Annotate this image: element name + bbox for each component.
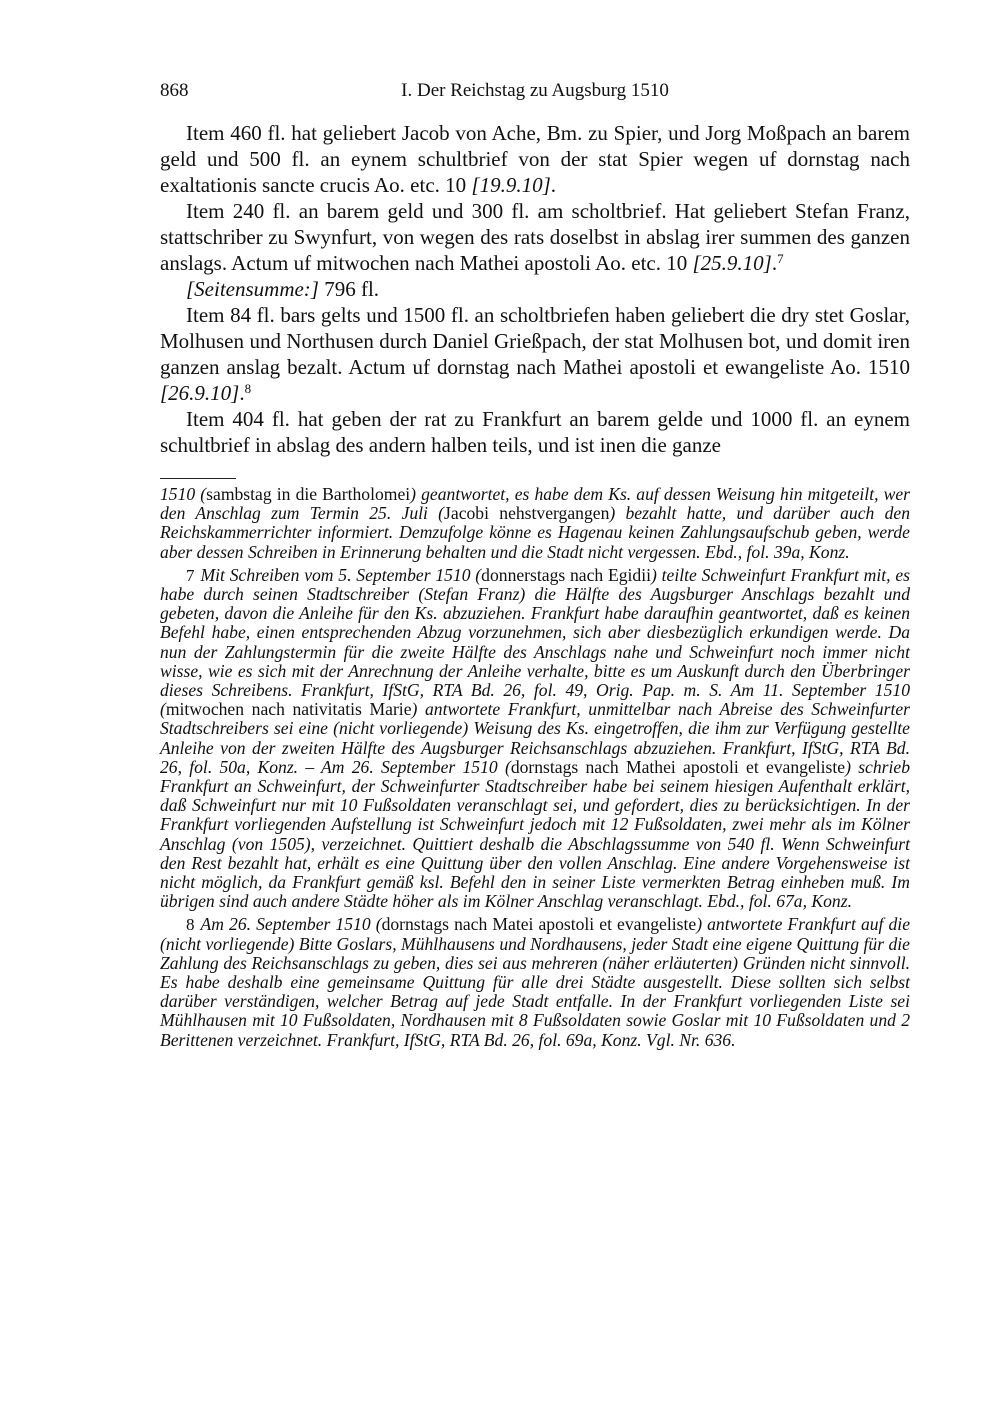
footnotes — [160, 485, 910, 1050]
footnote-ref-8: 8 — [244, 381, 252, 396]
running-title: I. Der Reichstag zu Augsburg 1510 — [401, 80, 669, 101]
footnote-divider — [160, 478, 236, 479]
paragraph-item-240: Item 240 fl. an barem geld und 300 fl. am scholtbrief. Hat geliebert Stefan Franz, stattschriber zu Swynfurt, von wegen des rats doselbst in abslag irer summen des ganzen anslags. Actum uf mitwochen nach Mathei apostoli Ao. etc. 10 [25.9.10].$^7$ — [160, 199, 910, 275]
paragraph-page-sum: [Seitensumme:] 796 fl. — [186, 277, 380, 301]
paragraph-item-84: Item 84 fl. bars gelts und 1500 fl. an scholtbriefen haben geliebert die dry stet Goslar, Molhusen und Northusen durch Daniel Grießpach, der stat Molhusen bot, und domit iren ganzen anslag bezalt. Actum uf dornstag nach Mathei apostoli et ewangeliste Ao. 1510 [26.9.10].$^8$ — [160, 303, 910, 405]
footnote-continuation: 1510 (sambstag in die Bartholomei) geantwortet, es habe dem Ks. auf dessen Weisung hin mitgeteilt, wer den Anschlag zum Termin 25. Juli (Jacobi nehstvergangen) bezahlt hatte, und darüber auch den Reichskammerrichter informiert. Demzufolge könne es Hagenau keinen Zahlungsaufschub geben, werde aber dessen Schreiben in Erinnerung behalten und die Stadt nicht vergessen. Ebd., fol. 39a, Konz. — [160, 484, 910, 562]
page-header — [160, 80, 910, 108]
editorial-label: [Seitensumme:] — [186, 277, 319, 301]
editorial-date: [25.9.10] — [692, 251, 772, 275]
footnote-number: 7 — [186, 565, 195, 585]
document-page — [160, 80, 910, 1050]
footnote-ref-7: 7 — [777, 251, 784, 266]
paragraph-item-460: Item 460 fl. hat geliebert Jacob von Ache, Bm. zu Spier, und Jorg Moßpach an barem geld und 500 fl. an eynem schultbrief von der stat Spier wegen uf dornstag nach exaltationis sancte crucis Ao. etc. 10 [19.9.10]. — [160, 121, 910, 197]
paragraph-item-404: Item 404 fl. hat geben der rat zu Frankfurt an barem gelde und 1000 fl. an eynem schultbrief in abslag des andern halben teils, und ist inen die ganze — [160, 407, 910, 457]
footnote-8: 8 Am 26. September 1510 (dornstags nach Matei apostoli et evangeliste) antwortete Frankfurt auf die (nicht vorliegende) Bitte Goslars, Mühlhausens und Nordhausens, jeder Stadt eine eigene Quittung für die Zahlung des Reichsanschlags zu geben, dies sei aus mehreren (näher erläuterten) Gründen nicht sinnvoll. Es habe deshalb eine gemeinsame Quittung für alle drei Städte ausgestellt. Diese sollten sich selbst darüber verständigen, welcher Betrag auf jede Stadt entfalle. In der Frankfurt vorliegenden Liste sei Mühlhausen mit 10 Fußsoldaten, Nordhausen mit 8 Fußsoldaten sowie Goslar mit 10 Fußsoldaten und 2 Berittenen verzeichnet. Frankfurt, IfStG, RTA Bd. 26, fol. 69a, Konz. Vgl. Nr. 636. — [160, 914, 910, 1050]
main-text — [160, 120, 910, 458]
editorial-date: [26.9.10] — [160, 381, 240, 405]
footnote-7: 7 Mit Schreiben vom 5. September 1510 (donnerstags nach Egidii) teilte Schweinfurt Frankfurt mit, es habe durch seinen Stadtschreiber (Stefan Franz) die Hälfte des Augsburger Anschlags bezahlt und gebeten, davon die Anleihe für den Ks. abzuziehen. Frankfurt habe daraufhin geantwortet, daß es keinen Befehl habe, einen entsprechenden Abzug vorzunehmen, sich aber diesbezüglich erkundigen werde. Da nun der Zahlungstermin für die zweite Hälfte des Anschlags nahe und Schweinfurt noch immer nicht wisse, wie es sich mit der Anrechnung der Anleihe verhalte, bitte es um Auskunft durch den Überbringer dieses Schreibens. Frankfurt, IfStG, RTA Bd. 26, fol. 49, Orig. Pap. m. S. Am 11. September 1510 (mitwochen nach nativitatis Marie) antwortete Frankfurt, unmittelbar nach Abreise des Schweinfurter Stadtschreibers sei eine (nicht vorliegende) Weisung des Ks. eingetroffen, die ihm zur Verfügung gestellte Anleihe von der zweiten Hälfte des Augsburger Reichsanschlags abzuziehen. Frankfurt, IfStG, RTA Bd. 26, fol. 50a, Konz. – Am 26. September 1510 (dornstags nach Mathei apostoli et evangeliste) schrieb Frankfurt an Schweinfurt, der Schweinfurter Stadtschreiber habe bei seinem hiesigen Aufenthalt erklärt, daß Schweinfurt nur mit 10 Fußsoldaten veranschlagt sei, und gefordert, dies zu berücksichtigen. In der Frankfurt vorliegenden Aufstellung ist Schweinfurt jedoch mit 12 Fußsoldaten, zwei mehr als im Kölner Anschlag (von 1505), verzeichnet. Quittiert deshalb die Abschlagssumme von 540 fl. Wenn Schweinfurt den Rest bezahlt hat, erhält es eine Quittung über den vollen Anschlag. Eine andere Vorgehensweise ist nicht möglich, da Frankfurt gemäß ksl. Befehl den in seiner Liste vermerkten Betrag einheben muß. Im übrigen sind auch andere Städte höher als im Kölner Anschlag veranschlagt. Ebd., fol. 67a, Konz. — [160, 564, 910, 912]
page-number: 868 — [160, 80, 189, 101]
editorial-date: [19.9.10] — [471, 173, 551, 197]
footnote-number: 8 — [186, 915, 195, 935]
